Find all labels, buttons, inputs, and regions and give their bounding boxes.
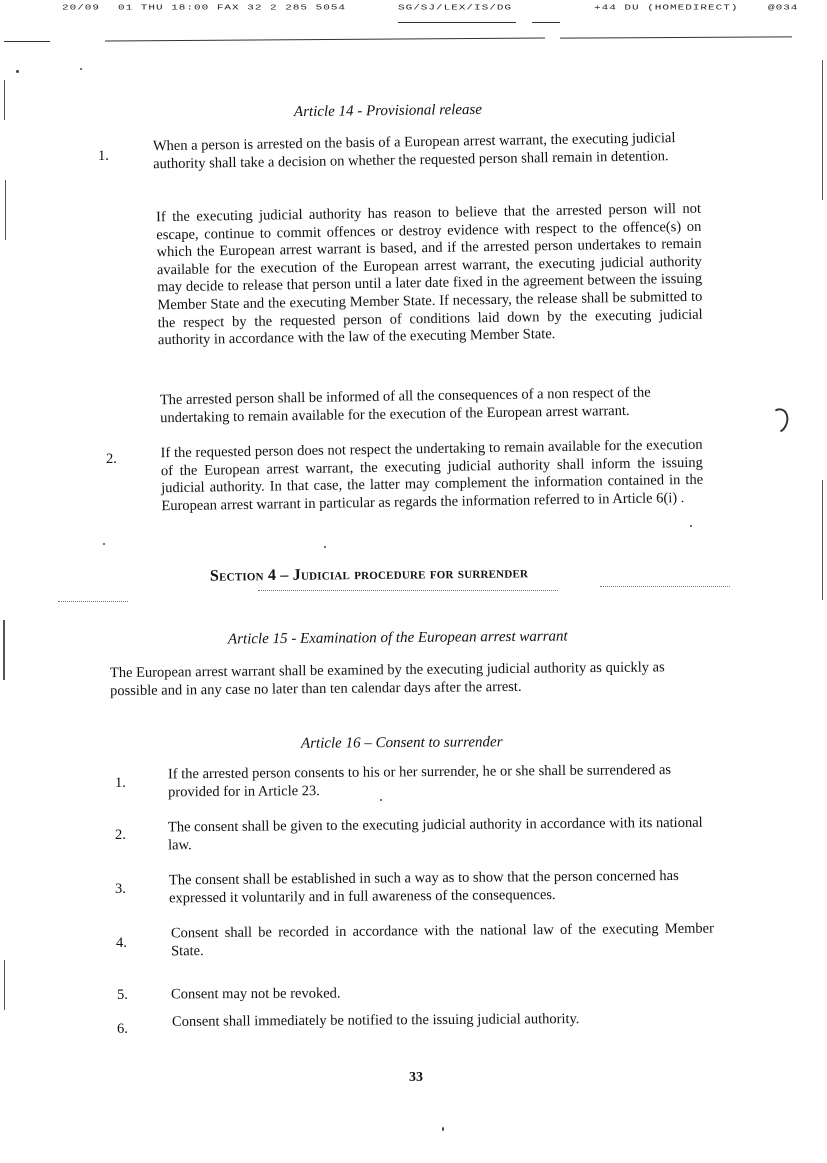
fax-rule-left — [4, 41, 50, 42]
article-16-heading: Article 16 – Consent to surrender — [300, 734, 503, 752]
scan-speck — [16, 70, 19, 73]
article-14-paragraph: When a person is arrested on the basis of a European arrest warrant, the executing judicial authority shall take a decision on whether the requested person shall remain in detention. — [152, 130, 676, 172]
fax-page-code: @034 — [768, 4, 799, 13]
scan-edge-mark — [5, 180, 6, 240]
scan-speck — [324, 546, 326, 548]
scan-edge-mark — [822, 60, 823, 200]
article-15-paragraph: The European arrest warrant shall be examined by the executing judicial authority as quickly as possible and in any case no later than ten calendar days after the arrest. — [109, 659, 665, 699]
scan-speck — [80, 68, 82, 70]
scan-dotted-line — [600, 586, 730, 587]
article-14-paragraph: If the executing judicial authority has reason to believe that the arrested person will not escape, continue to commit offences or destroy evidence with respect to the offence(s) on which the European arrest warrant is based, and if the arrested person undertakes to remain available for the execution of the European arrest warrant, the executing judicial authority may decide to release that person until a later date fixed in the agreement between the issuing Member State and the executing Member State. If necessary, the release shall be submitted to the respect by the requested person of conditions laid down by the executing judicial authority in accordance with the law of the executing Member State. — [155, 200, 703, 349]
article-14-item-number: 1. — [98, 148, 109, 164]
scan-speck — [442, 1127, 444, 1131]
fax-date: 20/09 — [62, 4, 101, 13]
article-16-item-text: Consent shall be recorded in accordance with the national law of the executing Member State. — [170, 920, 714, 959]
article-16-item-text: The consent shall be given to the executing judicial authority in accordance with its national law. — [167, 814, 703, 853]
article-16-item-text: If the arrested person consents to his or her surrender, he or she shall be surrendered as provided for in Article 23. — [167, 761, 672, 800]
fax-underline — [398, 22, 516, 23]
fax-line: 01 THU 18:00 FAX 32 2 285 5054 — [118, 4, 347, 13]
scan-speck — [380, 799, 382, 801]
scan-dotted-line — [258, 590, 558, 591]
article-14-heading: Article 14 - Provisional release — [293, 101, 483, 121]
scan-edge-mark — [4, 960, 5, 1010]
article-16-item-number: 2. — [115, 827, 126, 843]
fax-header — [0, 0, 827, 24]
fax-rule-right — [560, 36, 792, 38]
article-14-paragraph: The arrested person shall be informed of all the consequences of a non respect of the undertaking to remain available for the execution of the European arrest warrant. — [159, 384, 651, 426]
article-14-paragraph: If the requested person does not respect the undertaking to remain available for the execution of the European arrest warrant, the executing judicial authority shall inform the issuing judicial authority. In that case, the latter may complement the information contained in the European arrest warrant in particular as regards the information referred to in Article 6(i) . — [160, 436, 704, 515]
article-16-item-text: Consent may not be revoked. — [170, 985, 341, 1003]
scan-speck — [103, 543, 105, 545]
article-15-heading: Article 15 - Examination of the European arrest warrant — [227, 628, 568, 648]
scan-curl-mark — [764, 405, 792, 436]
article-16-item-number: 5. — [117, 987, 128, 1003]
fax-rule-main — [105, 37, 545, 41]
scan-edge-mark — [4, 80, 5, 120]
fax-underline — [532, 22, 560, 23]
fax-receiver: +44 DU (HOMEDIRECT) — [594, 4, 739, 13]
scan-edge-mark — [822, 480, 823, 600]
article-16-item-number: 3. — [115, 881, 126, 897]
article-16-item-text: The consent shall be established in such a way as to show that the person concerned has expressed it voluntarily and in full awareness of the consequences. — [168, 867, 679, 906]
scan-dotted-line — [58, 601, 128, 602]
article-14-item-number: 2. — [106, 451, 117, 467]
scan-speck — [690, 525, 692, 527]
page-number: 33 — [409, 1070, 423, 1085]
article-16-item-number: 6. — [117, 1021, 128, 1037]
fax-sender: SG/SJ/LEX/IS/DG — [398, 4, 513, 13]
scan-edge-mark — [3, 620, 5, 680]
article-16-item-number: 4. — [116, 935, 127, 951]
section-4-title: Section 4 – Judicial procedure for surrender — [209, 564, 529, 585]
article-16-item-number: 1. — [115, 775, 126, 791]
article-16-item-text: Consent shall immediately be notified to the issuing judicial authority. — [171, 1011, 580, 1030]
